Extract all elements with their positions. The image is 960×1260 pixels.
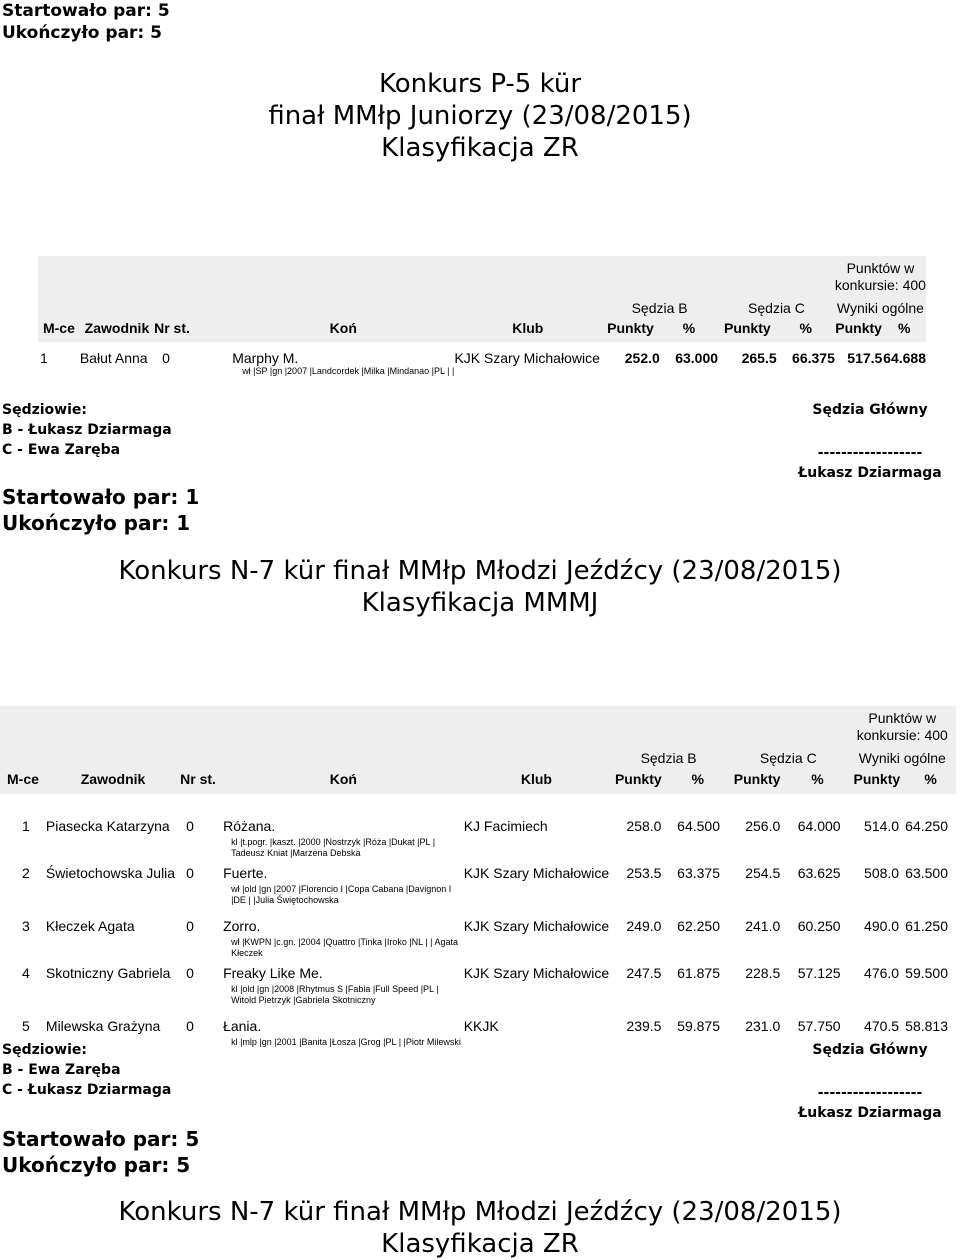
total-points-label: Punktów w konkursie: 400 [835,256,926,296]
judge-b: B - Łukasz Dziarmaga [2,422,172,438]
title-line: finał MMłp Juniorzy (23/08/2015) [268,101,692,131]
total-points-label: Punktów w konkursie: 400 [849,706,956,746]
col-percent: % [786,771,848,794]
started-count: Startowało par: 5 [2,1,170,21]
results-table-1 [38,256,926,377]
judges-label: Sędziowie: [2,402,87,418]
title-line: Konkurs N-7 kür finał MMłp Młodzi Jeźdźcy (23/08/2015) [118,556,842,586]
started-count: Startowało par: 5 [2,1127,200,1151]
title-line: Konkurs N-7 kür finał MMłp Młodzi Jeźdźcy (23/08/2015) [118,1197,842,1227]
col-number: Nr st. [154,320,232,342]
col-percent: % [882,320,926,342]
overall-header: Wyniki ogólne [849,746,956,771]
horse-details: wł |KWPN |c.gn. |2004 |Quattro |Tinka |Iroko |NL | | Agata Kłeczek [231,937,459,958]
judge-b-header: Sędzia B [601,296,718,320]
col-rider: Zawodnik [46,771,180,794]
table-row: 2 Świetochowska Julia 0 Fuerte. wł |old |gn |2007 |Florencio I |Copa Cabana |Davignon I |DE | |Julia Świętochowska KJK Szary Michałowice 253.5 63.375 254.5 63.625 508.0 63.500 [22,865,948,905]
head-judge-label: Sędzia Główny [812,402,928,418]
head-judge-label: Sędzia Główny [812,1042,928,1058]
horse-name: Zorro. [223,918,261,934]
title-line: Konkurs P-5 kür [378,69,582,99]
col-place: M-ce [0,771,46,794]
horse-name: Łania. [223,1018,262,1034]
head-judge-name: Łukasz Dziarmaga [798,1105,942,1121]
signature-line: ------------------ [817,1085,923,1101]
section1-start-info [2,484,199,536]
horse-name: Freaky Like Me. [223,965,323,981]
table-row: 5 Milewska Grażyna 0 Łania. kl |mlp |gn |2001 |Banita |Łosza |Grog |PL | |Piotr Milewski KKJK 239.5 59.875 231.0 57.750 470.5 58.813 [22,1018,948,1047]
judges-list-1 [2,400,172,460]
col-club: Klub [464,771,610,794]
judge-c-header: Sędzia C [728,746,849,771]
horse-details: wł |SP |gn |2007 |Landcordek |Milka |Mindanao |PL | | [242,366,455,376]
judge-b-header: Sędzia B [609,746,728,771]
title-line: Klasyfikacja ZR [381,133,579,163]
table-row: 1 Bałut Anna 0 Marphy M. wł |SP |gn |2007 |Landcordek |Milka |Mindanao |PL | | KJK Szary Michałowice 252.0 63.000 265.5 66.375 517.5 64.688 [40,350,926,376]
overall-header: Wyniki ogólne [835,296,926,320]
col-percent: % [905,771,956,794]
judges-label: Sędziowie: [2,1042,87,1058]
col-points: Punkty [601,320,660,342]
col-points: Punkty [728,771,786,794]
judge-c: C - Ewa Zaręba [2,442,121,458]
col-percent: % [777,320,835,342]
col-rider: Zawodnik [80,320,154,342]
judges-list-2 [2,1040,171,1100]
horse-details: wł |old |gn |2007 |Florencio I |Copa Cabana |Davignon I |DE | |Julia Świętochowska [231,884,452,905]
section1-title [0,68,960,164]
col-points: Punkty [835,320,882,342]
head-judge-2 [790,1040,950,1123]
col-points: Punkty [718,320,777,342]
section3-title [0,1196,960,1260]
head-judge-1 [790,400,950,483]
results-table-2 [0,706,956,1064]
head-judge-name: Łukasz Dziarmaga [798,465,942,481]
col-club: Klub [454,320,601,342]
col-points: Punkty [849,771,906,794]
section2-title [0,555,960,619]
table-row: 1 Piasecka Katarzyna 0 Różana. kl |t.pogr. |kaszt. |2000 |Nostrzyk |Róża |Dukat |PL | Tadeusz Kniat |Marzena Debska KJ Facimiech 258.0 64.500 256.0 64.000 514.0 64.250 [22,818,948,858]
title-line: Klasyfikacja MMMJ [361,588,599,618]
title-line: Klasyfikacja ZR [381,1229,579,1259]
horse-name: Marphy M. [232,350,299,366]
col-place: M-ce [38,320,80,342]
top-start-info [2,0,170,44]
horse-name: Fuerte. [223,865,268,881]
signature-line: ------------------ [817,445,923,461]
judge-b: B - Ewa Zaręba [2,1062,121,1078]
judge-c: C - Łukasz Dziarmaga [2,1082,172,1098]
judge-c-header: Sędzia C [718,296,835,320]
finished-count: Ukończyło par: 5 [2,1153,191,1177]
horse-details: kl |old |gn |2008 |Rhytmus S |Fabia |Full Speed |PL | Witold Pietrzyk |Gabriela Skotniczny [231,984,439,1005]
col-number: Nr st. [180,771,223,794]
section2-start-info [2,1126,199,1178]
col-points: Punkty [609,771,667,794]
col-horse: Koń [223,771,464,794]
col-percent: % [667,771,728,794]
finished-count: Ukończyło par: 1 [2,511,191,535]
horse-details: kl |t.pogr. |kaszt. |2000 |Nostrzyk |Róża |Dukat |PL | Tadeusz Kniat |Marzena Debska [231,837,436,858]
finished-count: Ukończyło par: 5 [2,23,162,43]
horse-details: kl |mlp |gn |2001 |Banita |Łosza |Grog |PL | |Piotr Milewski [231,1037,461,1047]
horse-name: Różana. [223,818,276,834]
started-count: Startowało par: 1 [2,485,200,509]
table-row: 3 Kłeczek Agata 0 Zorro. wł |KWPN |c.gn. |2004 |Quattro |Tinka |Iroko |NL | | Agata Kłeczek KJK Szary Michałowice 249.0 62.250 241.0 60.250 490.0 61.250 [22,918,948,958]
table-row: 4 Skotniczny Gabriela 0 Freaky Like Me. kl |old |gn |2008 |Rhytmus S |Fabia |Full Speed |PL | Witold Pietrzyk |Gabriela Skotniczny KJK Szary Michałowice 247.5 61.875 228.5 57.125 476.0 59.500 [22,965,948,1005]
col-percent: % [660,320,718,342]
col-horse: Koń [232,320,454,342]
